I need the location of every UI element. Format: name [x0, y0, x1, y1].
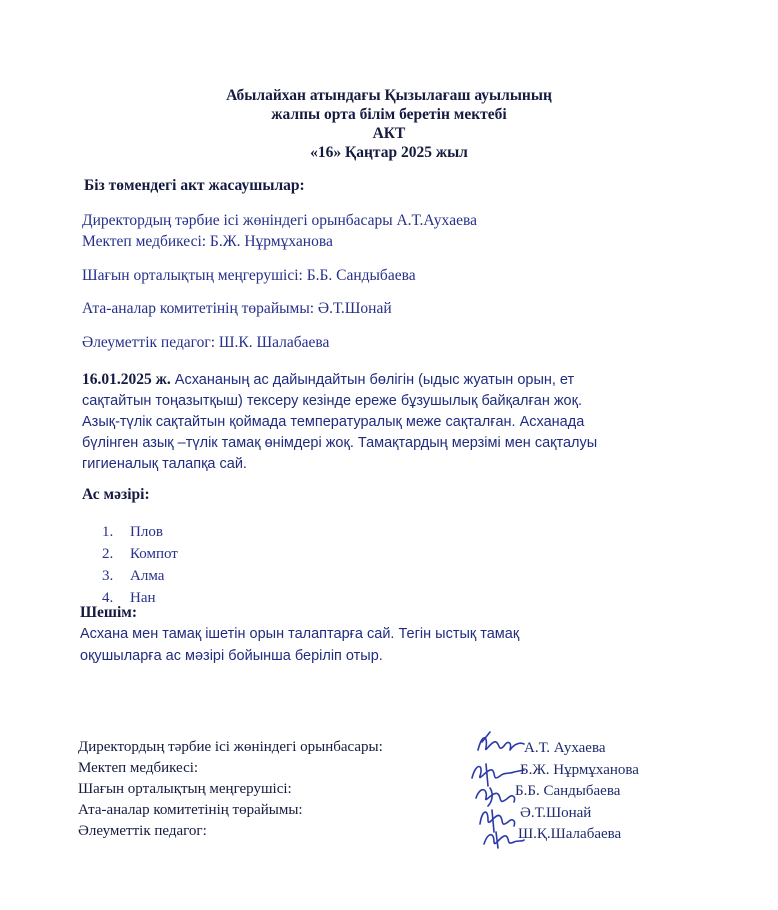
- signature-name-center-head: Б.Б. Сандыбаева: [515, 783, 621, 799]
- menu-title: Ас мәзірі:: [82, 486, 150, 503]
- signature-role-nurse: Мектеп медбикесі:: [78, 760, 199, 776]
- act-title: АКТ: [372, 125, 406, 142]
- paragraph-line5: гигиеналық талапқа сай.: [82, 456, 247, 472]
- signature-role-deputy: Директордың тәрбие ісі жөніндегі орынбасары:: [78, 739, 383, 755]
- signature-role-social-pedagogue: Әлеуметтік педагог:: [78, 823, 207, 839]
- document-header: [0, 86, 778, 162]
- signature-name-parents-chair: Ә.Т.Шонай: [520, 805, 592, 821]
- decision-line2: оқушыларға ас мәзірі бойынша беріліп отыр.: [80, 648, 383, 664]
- inspection-date: 16.01.2025 ж.: [82, 371, 171, 388]
- signature-name-social-pedagogue: Ш.Қ.Шалабаева: [518, 826, 622, 842]
- list-item: 1. Плов: [102, 524, 163, 540]
- paragraph-line2: сақтайтын тоңазытқыш) тексеру кезінде ереже бұзушылық байқалған жоқ.: [82, 393, 582, 409]
- inspection-paragraph: [82, 369, 722, 475]
- decision-line1: Асхана мен тамақ ішетін орын талаптарға сай. Тегін ыстық тамақ: [80, 626, 520, 642]
- signature-name-nurse: Б.Ж. Нұрмұханова: [520, 762, 639, 778]
- handwritten-signatures: [458, 728, 548, 850]
- paragraph-line3: Азық-түлік сақтайтын қоймада температуралық меже сақталған. Асханада: [82, 414, 585, 430]
- list-item: 3. Алма: [102, 568, 165, 584]
- paragraph-line1: Асхананың ас дайындайтын бөлігін (ыдыс жуатын орын, ет: [170, 372, 575, 388]
- member-nurse: Мектеп медбикесі: Б.Ж. Нұрмұханова: [82, 233, 333, 250]
- signature-role-center-head: Шағын орталықтың меңгерушісі:: [78, 781, 292, 797]
- member-center-head: Шағын орталықтың меңгерушісі: Б.Б. Сандыбаева: [82, 267, 416, 284]
- signature-name-deputy: А.Т. Аухаева: [524, 740, 606, 756]
- school-name-line2: жалпы орта білім беретін мектебі: [271, 106, 507, 123]
- signature-role-parents-chair: Ата-аналар комитетінің төрайымы:: [78, 802, 303, 818]
- intro-heading: Біз төмендегі акт жасаушылар:: [84, 177, 305, 194]
- list-item: 2. Компот: [102, 546, 178, 562]
- member-social-pedagogue: Әлеуметтік педагог: Ш.К. Шалабаева: [82, 334, 330, 351]
- school-name-line1: Абылайхан атындағы Қызылағаш ауылының: [226, 87, 552, 104]
- decision-title: Шешім:: [80, 604, 138, 621]
- act-date: «16» Қаңтар 2025 жыл: [310, 144, 468, 161]
- menu-list: [102, 521, 178, 609]
- member-parents-chair: Ата-аналар комитетінің төрайымы: Ә.Т.Шонай: [82, 300, 392, 317]
- member-deputy: Директордың тәрбие ісі жөніндегі орынбасары А.Т.Ауxаева: [82, 212, 478, 229]
- list-item: 4. Нан: [102, 590, 156, 606]
- paragraph-line4: бүлінген азық –түлік тамақ өнімдері жоқ. Тамақтардың мерзімі мен сақталуы: [82, 435, 598, 451]
